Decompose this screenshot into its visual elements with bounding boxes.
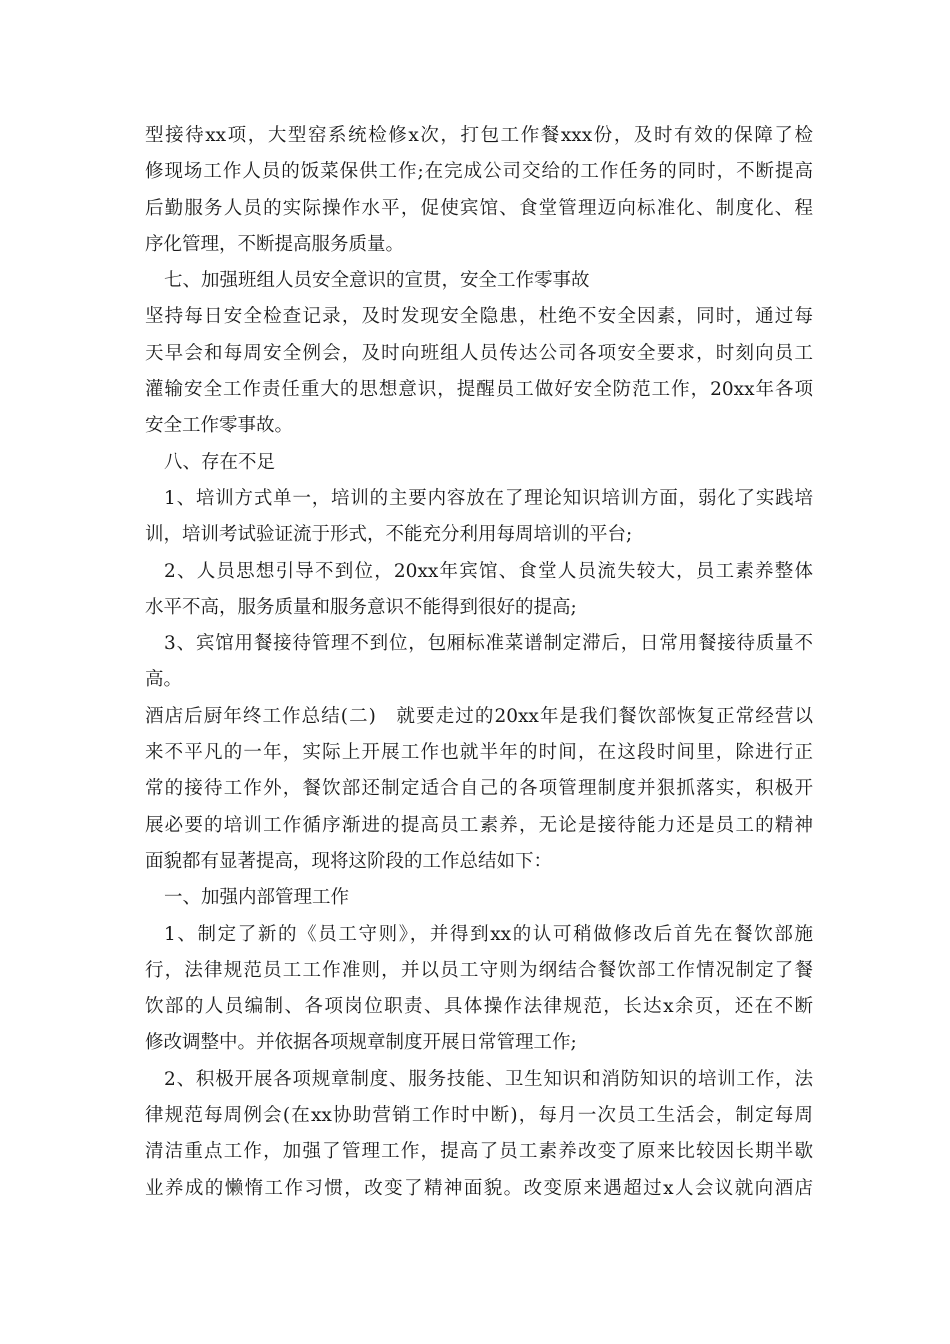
text-line: 展必要的培训工作循序渐进的提高员工素养，无论是接待能力还是员工的精神: [145, 814, 813, 836]
text-line: 坚持每日安全检查记录，及时发现安全隐患，杜绝不安全因素，同时，通过每: [145, 306, 813, 328]
text-line: 酒店后厨年终工作总结(二) 就要走过的20xx年是我们餐饮部恢复正常经营以: [145, 705, 813, 727]
document-body: [145, 118, 813, 1207]
text-line: 修现场工作人员的饭菜保供工作;在完成公司交给的工作任务的同时，不断提高: [145, 161, 813, 183]
text-line: 七、加强班组人员安全意识的宣贯，安全工作零事故: [164, 270, 590, 292]
text-line: 修改调整中。并依据各项规章制度开展日常管理工作;: [145, 1032, 577, 1054]
text-line: 一、加强内部管理工作: [164, 887, 350, 909]
text-line: 2、人员思想引导不到位，20xx年宾馆、食堂人员流失较大，员工素养整体: [164, 560, 813, 582]
text-line: 1、培训方式单一，培训的主要内容放在了理论知识培训方面，弱化了实践培: [164, 487, 813, 509]
text-line: 3、宾馆用餐接待管理不到位，包厢标准菜谱制定滞后，日常用餐接待质量不: [164, 633, 813, 655]
text-line: 1、制定了新的《员工守则》，并得到xx的认可稍做修改后首先在餐饮部施: [164, 923, 813, 945]
text-line: 来不平凡的一年，实际上开展工作也就半年的时间，在这段时间里，除进行正: [145, 742, 813, 764]
text-line: 后勤服务人员的实际操作水平，促使宾馆、食堂管理迈向标准化、制度化、程: [145, 197, 813, 219]
text-line: 清洁重点工作，加强了管理工作，提高了员工素养改变了原来比较因长期半歇: [145, 1141, 813, 1163]
text-line: 饮部的人员编制、各项岗位职责、具体操作法律规范，长达x余页，还在不断: [145, 996, 813, 1018]
text-line: 序化管理，不断提高服务质量。: [145, 233, 405, 255]
text-line: 业养成的懒惰工作习惯，改变了精神面貌。改变原来遇超过x人会议就向酒店: [145, 1177, 813, 1199]
text-line: 安全工作零事故。: [145, 415, 294, 437]
text-line: 灌输安全工作责任重大的思想意识，提醒员工做好安全防范工作，20xx年各项: [145, 379, 813, 401]
text-line: 律规范每周例会(在xx协助营销工作时中断)，每月一次员工生活会，制定每周: [145, 1105, 813, 1127]
text-line: 型接待xx项，大型窑系统检修x次，打包工作餐xxx份，及时有效的保障了检: [145, 125, 813, 146]
text-line: 水平不高，服务质量和服务意识不能得到很好的提高;: [145, 596, 577, 618]
text-line: 常的接待工作外，餐饮部还制定适合自己的各项管理制度并狠抓落实，积极开: [145, 778, 813, 800]
text-line: 2、积极开展各项规章制度、服务技能、卫生知识和消防知识的培训工作，法: [164, 1068, 813, 1090]
text-line: 行，法律规范员工工作准则，并以员工守则为纲结合餐饮部工作情况制定了餐: [145, 959, 813, 981]
text-line: 训，培训考试验证流于形式，不能充分利用每周培训的平台;: [145, 524, 633, 546]
text-line: 面貌都有显著提高，现将这阶段的工作总结如下：: [145, 850, 553, 872]
text-line: 高。: [145, 669, 183, 691]
text-line: 八、存在不足: [164, 451, 276, 473]
text-line: 天早会和每周安全例会，及时向班组人员传达公司各项安全要求，时刻向员工: [145, 342, 813, 364]
